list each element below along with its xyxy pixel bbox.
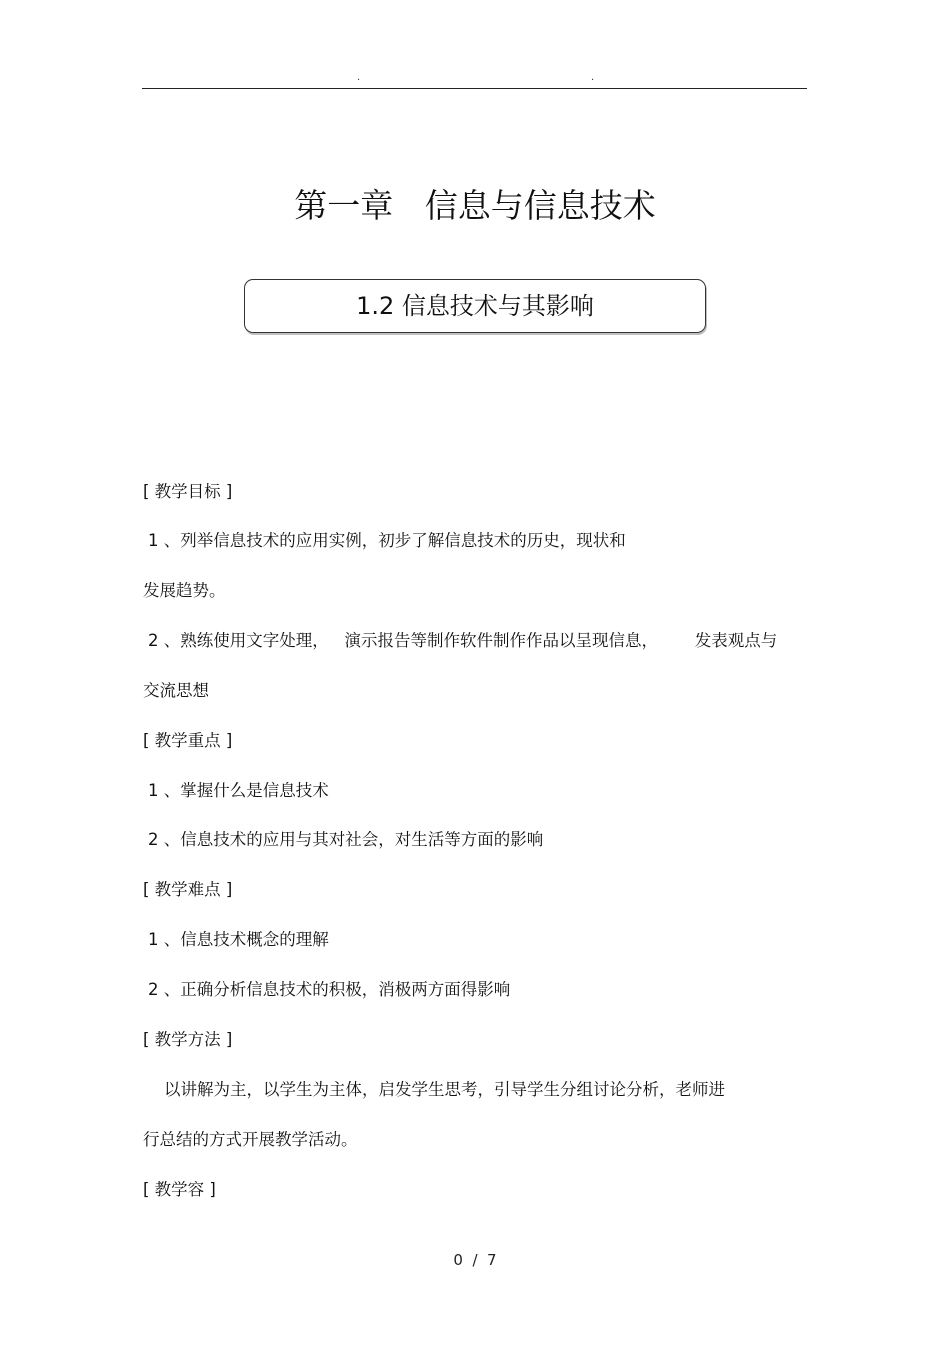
methods-line2: 行总结的方式开展教学活动。	[143, 1130, 358, 1149]
methods-line1: 以讲解为主，以学生为主体，启发学生思考，引导学生分组讨论分析，老师进	[164, 1080, 725, 1099]
keypoints-heading: [ 教学重点 ]	[143, 731, 233, 750]
chapter-title: 第一章 信息与信息技术	[294, 186, 656, 225]
keypoint-2: 2 、信息技术的应用与其对社会，对生活等方面的影响	[148, 830, 544, 849]
difficulty-2: 2 、正确分析信息技术的积极，消极两方面得影响	[148, 980, 511, 999]
difficulty-1: 1 、信息技术概念的理解	[148, 930, 329, 949]
section-title: 1.2 信息技术与其影响	[356, 292, 594, 320]
methods-heading: [ 教学方法 ]	[143, 1030, 233, 1049]
objectives-heading: [ 教学目标 ]	[143, 482, 233, 501]
keypoint-1: 1 、掌握什么是信息技术	[148, 781, 329, 800]
objective-1-line1: 1 、列举信息技术的应用实例，初步了解信息技术的历史，现状和	[148, 531, 626, 550]
page-number: 0 / 7	[453, 1251, 497, 1269]
header-rule	[142, 88, 807, 89]
section-title-box	[244, 279, 706, 333]
objective-1-line2: 发展趋势。	[143, 581, 226, 600]
objective-2-line2: 交流思想	[143, 681, 209, 700]
difficulties-heading: [ 教学难点 ]	[143, 880, 233, 899]
header-dot-right: .	[591, 72, 595, 83]
objective-2-line1: 2 、熟练使用文字处理， 演示报告等制作软件制作作品以呈现信息， 发表观点与	[148, 631, 778, 650]
contents-heading: [ 教学容 ]	[143, 1180, 216, 1199]
header-dot-left: .	[357, 72, 361, 83]
